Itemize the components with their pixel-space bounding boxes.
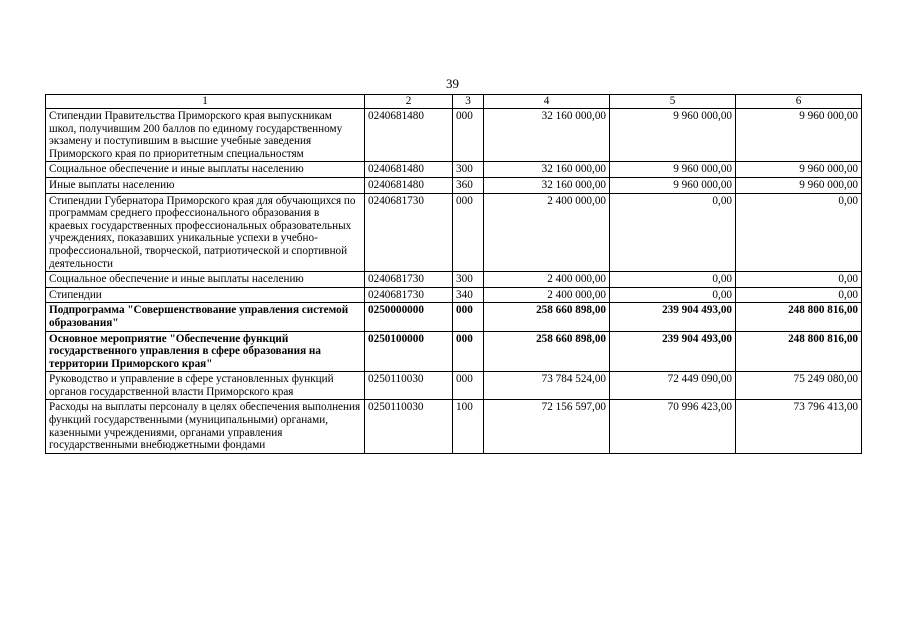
row-code-cell: 0250000000 [365, 303, 453, 331]
table-row [46, 272, 862, 288]
table-row [46, 372, 862, 400]
row-amount-col5-cell: 9 960 000,00 [610, 109, 736, 162]
row-amount-col5-cell: 72 449 090,00 [610, 372, 736, 400]
row-amount-col6-cell: 0,00 [736, 287, 862, 303]
row-amount-col5-cell: 0,00 [610, 287, 736, 303]
table-row [46, 109, 862, 162]
row-type-cell: 000 [453, 331, 484, 372]
row-type-cell: 000 [453, 303, 484, 331]
row-name-cell: Социальное обеспечение и иные выплаты населению [46, 162, 365, 178]
row-amount-col4-cell: 32 160 000,00 [484, 177, 610, 193]
row-amount-col6-cell: 9 960 000,00 [736, 109, 862, 162]
row-code-cell: 0240681480 [365, 109, 453, 162]
table-row [46, 331, 862, 372]
row-code-cell: 0250110030 [365, 372, 453, 400]
column-header-3: 3 [453, 95, 484, 109]
table-row [46, 400, 862, 453]
row-name-cell: Стипендии Губернатора Приморского края для обучающихся по программам среднего профессионального образования в краевых государственных профессиональных образовательных учреждениях, показавших уникальные успехи в учебно-профессиональной, творческой, патриотической и спортивной деятельности [46, 193, 365, 272]
row-code-cell: 0240681730 [365, 272, 453, 288]
row-amount-col6-cell: 248 800 816,00 [736, 331, 862, 372]
row-amount-col4-cell: 72 156 597,00 [484, 400, 610, 453]
row-code-cell: 0240681730 [365, 193, 453, 272]
table-body [46, 109, 862, 454]
row-amount-col6-cell: 9 960 000,00 [736, 162, 862, 178]
row-amount-col6-cell: 73 796 413,00 [736, 400, 862, 453]
table-row [46, 162, 862, 178]
row-amount-col6-cell: 0,00 [736, 272, 862, 288]
row-code-cell: 0250100000 [365, 331, 453, 372]
row-amount-col4-cell: 2 400 000,00 [484, 193, 610, 272]
row-name-cell: Иные выплаты населению [46, 177, 365, 193]
row-amount-col4-cell: 73 784 524,00 [484, 372, 610, 400]
column-header-4: 4 [484, 95, 610, 109]
row-code-cell: 0240681730 [365, 287, 453, 303]
page-number: 39 [446, 76, 459, 91]
row-name-cell: Расходы на выплаты персоналу в целях обеспечения выполнения функций государственными (муниципальными) органами, казенными учреждениями, органами управления государственными внебюджетными фондами [46, 400, 365, 453]
column-header-6: 6 [736, 95, 862, 109]
row-name-cell: Основное мероприятие "Обеспечение функций государственного управления в сфере образования на территории Приморского края" [46, 331, 365, 372]
row-code-cell: 0240681480 [365, 162, 453, 178]
row-name-cell: Руководство и управление в сфере установленных функций органов государственной власти Приморского края [46, 372, 365, 400]
row-amount-col4-cell: 258 660 898,00 [484, 331, 610, 372]
row-amount-col4-cell: 32 160 000,00 [484, 109, 610, 162]
row-amount-col4-cell: 258 660 898,00 [484, 303, 610, 331]
row-amount-col6-cell: 248 800 816,00 [736, 303, 862, 331]
row-name-cell: Подпрограмма "Совершенствование управления системой образования" [46, 303, 365, 331]
row-amount-col5-cell: 239 904 493,00 [610, 331, 736, 372]
row-type-cell: 360 [453, 177, 484, 193]
table-header-row [46, 95, 862, 109]
row-type-cell: 000 [453, 372, 484, 400]
row-amount-col5-cell: 0,00 [610, 193, 736, 272]
row-amount-col4-cell: 2 400 000,00 [484, 287, 610, 303]
row-type-cell: 000 [453, 109, 484, 162]
row-name-cell: Стипендии Правительства Приморского края выпускникам школ, получившим 200 баллов по единому государственному экзамену и поступившим в высшие учебные заведения Приморского края по приоритетным специальностям [46, 109, 365, 162]
row-amount-col6-cell: 0,00 [736, 193, 862, 272]
row-name-cell: Стипендии [46, 287, 365, 303]
row-amount-col5-cell: 9 960 000,00 [610, 162, 736, 178]
row-amount-col5-cell: 70 996 423,00 [610, 400, 736, 453]
row-amount-col6-cell: 9 960 000,00 [736, 177, 862, 193]
row-type-cell: 340 [453, 287, 484, 303]
row-code-cell: 0240681480 [365, 177, 453, 193]
row-amount-col4-cell: 2 400 000,00 [484, 272, 610, 288]
row-amount-col4-cell: 32 160 000,00 [484, 162, 610, 178]
table-row [46, 303, 862, 331]
column-header-1: 1 [46, 95, 365, 109]
row-type-cell: 300 [453, 162, 484, 178]
row-type-cell: 300 [453, 272, 484, 288]
row-name-cell: Социальное обеспечение и иные выплаты населению [46, 272, 365, 288]
row-amount-col5-cell: 9 960 000,00 [610, 177, 736, 193]
row-type-cell: 000 [453, 193, 484, 272]
table-row [46, 193, 862, 272]
row-code-cell: 0250110030 [365, 400, 453, 453]
table-row [46, 177, 862, 193]
column-header-5: 5 [610, 95, 736, 109]
row-amount-col5-cell: 0,00 [610, 272, 736, 288]
budget-table [45, 94, 862, 454]
row-amount-col5-cell: 239 904 493,00 [610, 303, 736, 331]
row-type-cell: 100 [453, 400, 484, 453]
column-header-2: 2 [365, 95, 453, 109]
table-row [46, 287, 862, 303]
row-amount-col6-cell: 75 249 080,00 [736, 372, 862, 400]
